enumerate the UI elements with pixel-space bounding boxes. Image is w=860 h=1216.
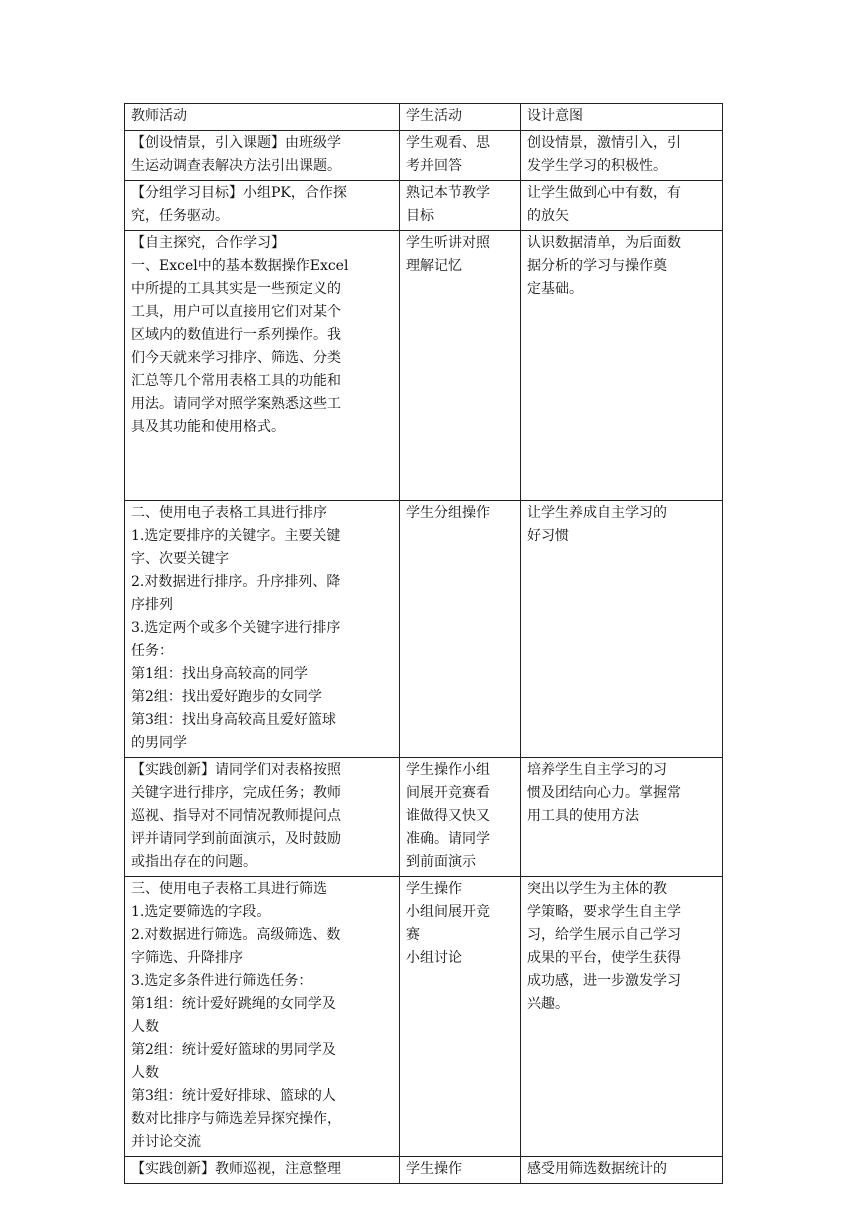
cell-text-line: 第2组：统计爱好篮球的男同学及	[131, 1042, 336, 1058]
cell-text-line: 学生操作	[406, 881, 462, 897]
cell-text-line: 学生操作小组	[406, 762, 490, 778]
student-activity-cell	[400, 758, 521, 877]
cell-text-line: 学生听讲对照	[406, 235, 490, 251]
cell-text-line: 人数	[131, 1019, 159, 1035]
cell-text-line: 认识数据清单，为后面数	[527, 235, 681, 251]
design-intent-cell	[521, 501, 723, 758]
student-activity-cell	[400, 131, 521, 181]
cell-text-line: 生运动调查表解决方法引出课题。	[131, 158, 341, 174]
cell-text-line: 评并请同学到前面演示，及时鼓励	[131, 831, 341, 847]
cell-text-line: 小组讨论	[406, 950, 462, 966]
cell-text-line: 二、使用电子表格工具进行排序	[131, 505, 327, 521]
header-design-intent: 设计意图	[521, 104, 723, 131]
cell-text-line: 用工具的使用方法	[527, 808, 639, 824]
student-activity-cell	[400, 501, 521, 758]
cell-text-line: 让学生做到心中有数，有	[527, 185, 681, 201]
table-row	[125, 501, 723, 758]
cell-text-line: 字筛选、升降排序	[131, 950, 243, 966]
cell-text-line: 关键字进行排序，完成任务；教师	[131, 785, 341, 801]
cell-text-line: 汇总等几个常用表格工具的功能和	[131, 373, 341, 389]
cell-text-line: 目标	[406, 208, 434, 224]
cell-text-line: 3.选定多条件进行筛选任务：	[131, 973, 313, 989]
table-row	[125, 231, 723, 501]
header-student-activity: 学生活动	[400, 104, 521, 131]
lesson-plan-table	[124, 103, 723, 1184]
design-intent-cell	[521, 181, 723, 231]
lesson-plan-body	[125, 104, 723, 1184]
cell-text-line: 发学生学习的积极性。	[527, 158, 667, 174]
cell-text-line: 兴趣。	[527, 996, 569, 1012]
cell-text-line: 第3组：找出身高较高且爱好篮球	[131, 712, 336, 728]
cell-text-line: 【自主探究，合作学习】	[131, 235, 285, 251]
cell-text-line: 【实践创新】请同学们对表格按照	[131, 762, 341, 778]
cell-text-line: 习，给学生展示自己学习	[527, 927, 681, 943]
table-row	[125, 877, 723, 1157]
teacher-activity-cell	[125, 758, 400, 877]
student-activity-cell	[400, 1157, 521, 1184]
cell-text-line: 小组间展开竞	[406, 904, 490, 920]
cell-text-line: 3.选定两个或多个关键字进行排序	[131, 620, 341, 636]
cell-text-line: 成果的平台，使学生获得	[527, 950, 681, 966]
student-activity-cell	[400, 231, 521, 501]
cell-text-line: 1.选定要筛选的字段。	[131, 904, 271, 920]
cell-text-line: 们今天就来学习排序、筛选、分类	[131, 350, 341, 366]
header-teacher-activity: 教师活动	[125, 104, 400, 131]
cell-text-line: 【实践创新】教师巡视，注意整理	[131, 1161, 341, 1177]
cell-text-line: 创设情景，激情引入，引	[527, 135, 681, 151]
cell-text-line: 让学生养成自主学习的	[527, 505, 667, 521]
cell-text-line: 赛	[406, 927, 420, 943]
cell-text-line: 工具，用户可以直接用它们对某个	[131, 304, 341, 320]
cell-text-line: 人数	[131, 1065, 159, 1081]
table-row	[125, 758, 723, 877]
design-intent-cell	[521, 131, 723, 181]
table-row	[125, 1157, 723, 1184]
cell-text-line: 中所提的工具其实是一些预定义的	[131, 281, 341, 297]
cell-text-line: 学生分组操作	[406, 505, 490, 521]
teacher-activity-cell	[125, 1157, 400, 1184]
cell-text-line: 学生观看、思	[406, 135, 490, 151]
cell-text-line: 用法。请同学对照学案熟悉这些工	[131, 396, 341, 412]
cell-text-line: 理解记忆	[406, 258, 462, 274]
teacher-activity-cell	[125, 231, 400, 501]
design-intent-cell	[521, 758, 723, 877]
cell-text-line: 具及其功能和使用格式。	[131, 419, 285, 435]
cell-text-line: 的男同学	[131, 735, 187, 751]
teacher-activity-cell	[125, 131, 400, 181]
cell-text-line: 字、次要关键字	[131, 551, 229, 567]
cell-text-line: 数对比排序与筛选差异探究操作，	[131, 1111, 341, 1127]
teacher-activity-cell	[125, 877, 400, 1157]
cell-text-line: 区域内的数值进行一系列操作。我	[131, 327, 341, 343]
cell-text-line: 第1组：统计爱好跳绳的女同学及	[131, 996, 336, 1012]
cell-text-line: 到前面演示	[406, 854, 476, 870]
cell-text-line: 三、使用电子表格工具进行筛选	[131, 881, 327, 897]
cell-text-line: 第1组：找出身高较高的同学	[131, 666, 308, 682]
cell-text-line: 1.选定要排序的关键字。主要关键	[131, 528, 341, 544]
cell-text-line: 学生操作	[406, 1161, 462, 1177]
cell-text-line: 的放矢	[527, 208, 569, 224]
design-intent-cell	[521, 877, 723, 1157]
cell-text-line: 定基础。	[527, 281, 583, 297]
cell-text-line: 巡视、指导对不同情况教师提问点	[131, 808, 341, 824]
cell-text-line: 谁做得又快又	[406, 808, 490, 824]
cell-text-line: 第3组：统计爱好排球、篮球的人	[131, 1088, 336, 1104]
cell-text-line: 据分析的学习与操作奠	[527, 258, 667, 274]
cell-text-line: 并讨论交流	[131, 1134, 201, 1150]
teacher-activity-cell	[125, 501, 400, 758]
cell-text-line: 或指出存在的问题。	[131, 854, 257, 870]
student-activity-cell	[400, 877, 521, 1157]
cell-text-line: 好习惯	[527, 528, 569, 544]
cell-text-line: 一、Excel中的基本数据操作Excel	[131, 258, 349, 274]
cell-text-line: 学策略，要求学生自主学	[527, 904, 681, 920]
cell-text-line: 准确。请同学	[406, 831, 490, 847]
cell-text-line: 间展开竞赛看	[406, 785, 490, 801]
cell-text-line: 2.对数据进行筛选。高级筛选、数	[131, 927, 341, 943]
table-row	[125, 181, 723, 231]
table-row	[125, 131, 723, 181]
cell-text-line: 究，任务驱动。	[131, 208, 229, 224]
design-intent-cell	[521, 1157, 723, 1184]
header-row	[125, 104, 723, 131]
cell-text-line: 惯及团结向心力。掌握常	[527, 785, 681, 801]
cell-text-line: 序排列	[131, 597, 173, 613]
cell-text-line: 2.对数据进行排序。升序排列、降	[131, 574, 341, 590]
design-intent-cell	[521, 231, 723, 501]
cell-text-line: 突出以学生为主体的教	[527, 881, 667, 897]
cell-text-line: 成功感，进一步激发学习	[527, 973, 681, 989]
cell-text-line: 培养学生自主学习的习	[527, 762, 667, 778]
cell-text-line: 第2组：找出爱好跑步的女同学	[131, 689, 322, 705]
cell-text-line: 熟记本节教学	[406, 185, 490, 201]
cell-text-line: 【分组学习目标】小组PK，合作探	[131, 185, 347, 201]
cell-text-line: 任务：	[131, 643, 173, 659]
cell-text-line: 【创设情景，引入课题】由班级学	[131, 135, 341, 151]
cell-text-line: 考并回答	[406, 158, 462, 174]
teacher-activity-cell	[125, 181, 400, 231]
cell-text-line: 感受用筛选数据统计的	[527, 1161, 667, 1177]
student-activity-cell	[400, 181, 521, 231]
